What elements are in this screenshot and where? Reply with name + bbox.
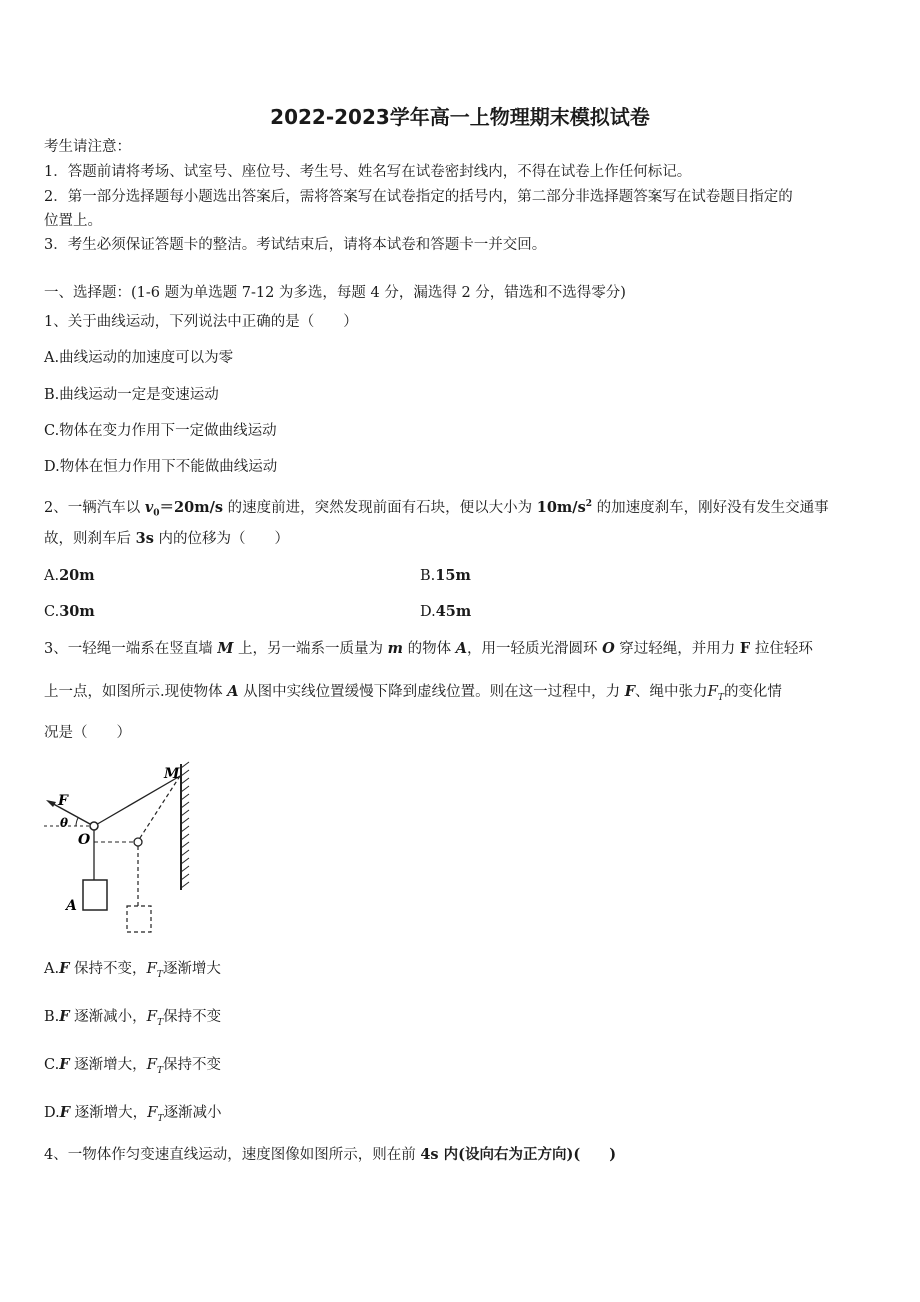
notice-item: 位置上。 bbox=[44, 213, 102, 229]
question-stem: 1、关于曲线运动，下列说法中正确的是（ ） bbox=[44, 314, 358, 330]
label-a: A bbox=[66, 898, 77, 914]
ring-o-dashed bbox=[134, 838, 142, 846]
option-a: A.20m bbox=[44, 567, 95, 584]
ft-symbol: $F_T$ bbox=[707, 682, 724, 703]
label-o: O bbox=[78, 832, 91, 848]
notice-item: 2．第一部分选择题每小题选出答案后，需将答案写在试卷指定的括号内，第二部分非选择题答案写在试卷题目指定的 bbox=[44, 189, 793, 205]
notice-item: 1．答题前请将考场、试室号、座位号、考生号、姓名写在试卷密封线内，不得在试卷上作任何标记。 bbox=[44, 164, 692, 180]
ft-symbol: $F_T$ bbox=[146, 959, 163, 980]
ring-o bbox=[90, 822, 98, 830]
wall-hatching bbox=[181, 762, 189, 888]
notice-heading: 考生请注意： bbox=[44, 139, 131, 155]
option-b: B.曲线运动一定是变速运动 bbox=[44, 387, 219, 403]
label-f: F bbox=[58, 793, 68, 809]
question-stem-line2: 故，则刹车后 3s 内的位移为（ ） bbox=[44, 530, 289, 547]
question-stem-line3: 况是（ ） bbox=[44, 725, 131, 741]
ft-symbol: $F_T$ bbox=[146, 1055, 164, 1076]
block-a bbox=[83, 880, 107, 910]
force-arrowhead bbox=[46, 800, 56, 807]
question-stem-line2: 上一点，如图所示.现使物体 A 从图中实线位置缓慢下降到虚线位置。则在这一过程中，力 F、绳中张力$F_T$的变化情 bbox=[44, 682, 782, 703]
rope-dashed bbox=[138, 776, 180, 841]
option-c: C.30m bbox=[44, 603, 95, 620]
ft-symbol: $F_T$ bbox=[146, 1007, 164, 1028]
rope-solid bbox=[94, 776, 180, 826]
page-title: 2022-2023学年高一上物理期末模拟试卷 bbox=[270, 105, 650, 129]
option-b: B.F 逐渐减小，$F_T$保持不变 bbox=[44, 1007, 222, 1028]
question-stem: 2、一辆汽车以 $v_0=20m/s$ 的速度前进，突然发现前面有石块，便以大小为 $10m/s^2$ 的加速度刹车，刚好没有发生交通事 bbox=[44, 498, 829, 519]
notice-item: 3．考生必须保证答题卡的整洁。考试结束后，请将本试卷和答题卡一并交回。 bbox=[44, 237, 547, 253]
option-d: D.F 逐渐增大，$F_T$逐渐减小 bbox=[44, 1103, 222, 1124]
option-c: C.F 逐渐增大，$F_T$保持不变 bbox=[44, 1055, 222, 1076]
theta-arc bbox=[76, 818, 78, 826]
option-b: B.15m bbox=[420, 567, 471, 584]
section-heading: 一、选择题：(1-6 题为单选题 7-12 为多选，每题 4 分，漏选得 2 分，错选和不选得零分) bbox=[44, 285, 626, 301]
option-c: C.物体在变力作用下一定做曲线运动 bbox=[44, 423, 277, 439]
label-m: M bbox=[164, 766, 180, 782]
option-a: A.F 保持不变，$F_T$逐渐增大 bbox=[44, 959, 221, 980]
option-d: D.45m bbox=[420, 603, 472, 620]
ft-symbol: $F_T$ bbox=[147, 1103, 164, 1124]
question-4: 4、一物体作匀变速直线运动，速度图像如图所示，则在前 4s 内(设向右为正方向)( ) bbox=[44, 1146, 617, 1163]
option-a: A.曲线运动的加速度可以为零 bbox=[44, 350, 234, 366]
option-d: D.物体在恒力作用下不能做曲线运动 bbox=[44, 459, 278, 475]
block-a-dashed bbox=[127, 906, 151, 932]
label-theta: θ bbox=[60, 816, 69, 830]
rope-ring-figure bbox=[38, 758, 198, 938]
question-stem: 3、一轻绳一端系在竖直墙 M 上，另一端系一质量为 m 的物体 A，用一轻质光滑圆环 O 穿过轻绳，并用力 F 拉住轻环 bbox=[44, 640, 813, 657]
